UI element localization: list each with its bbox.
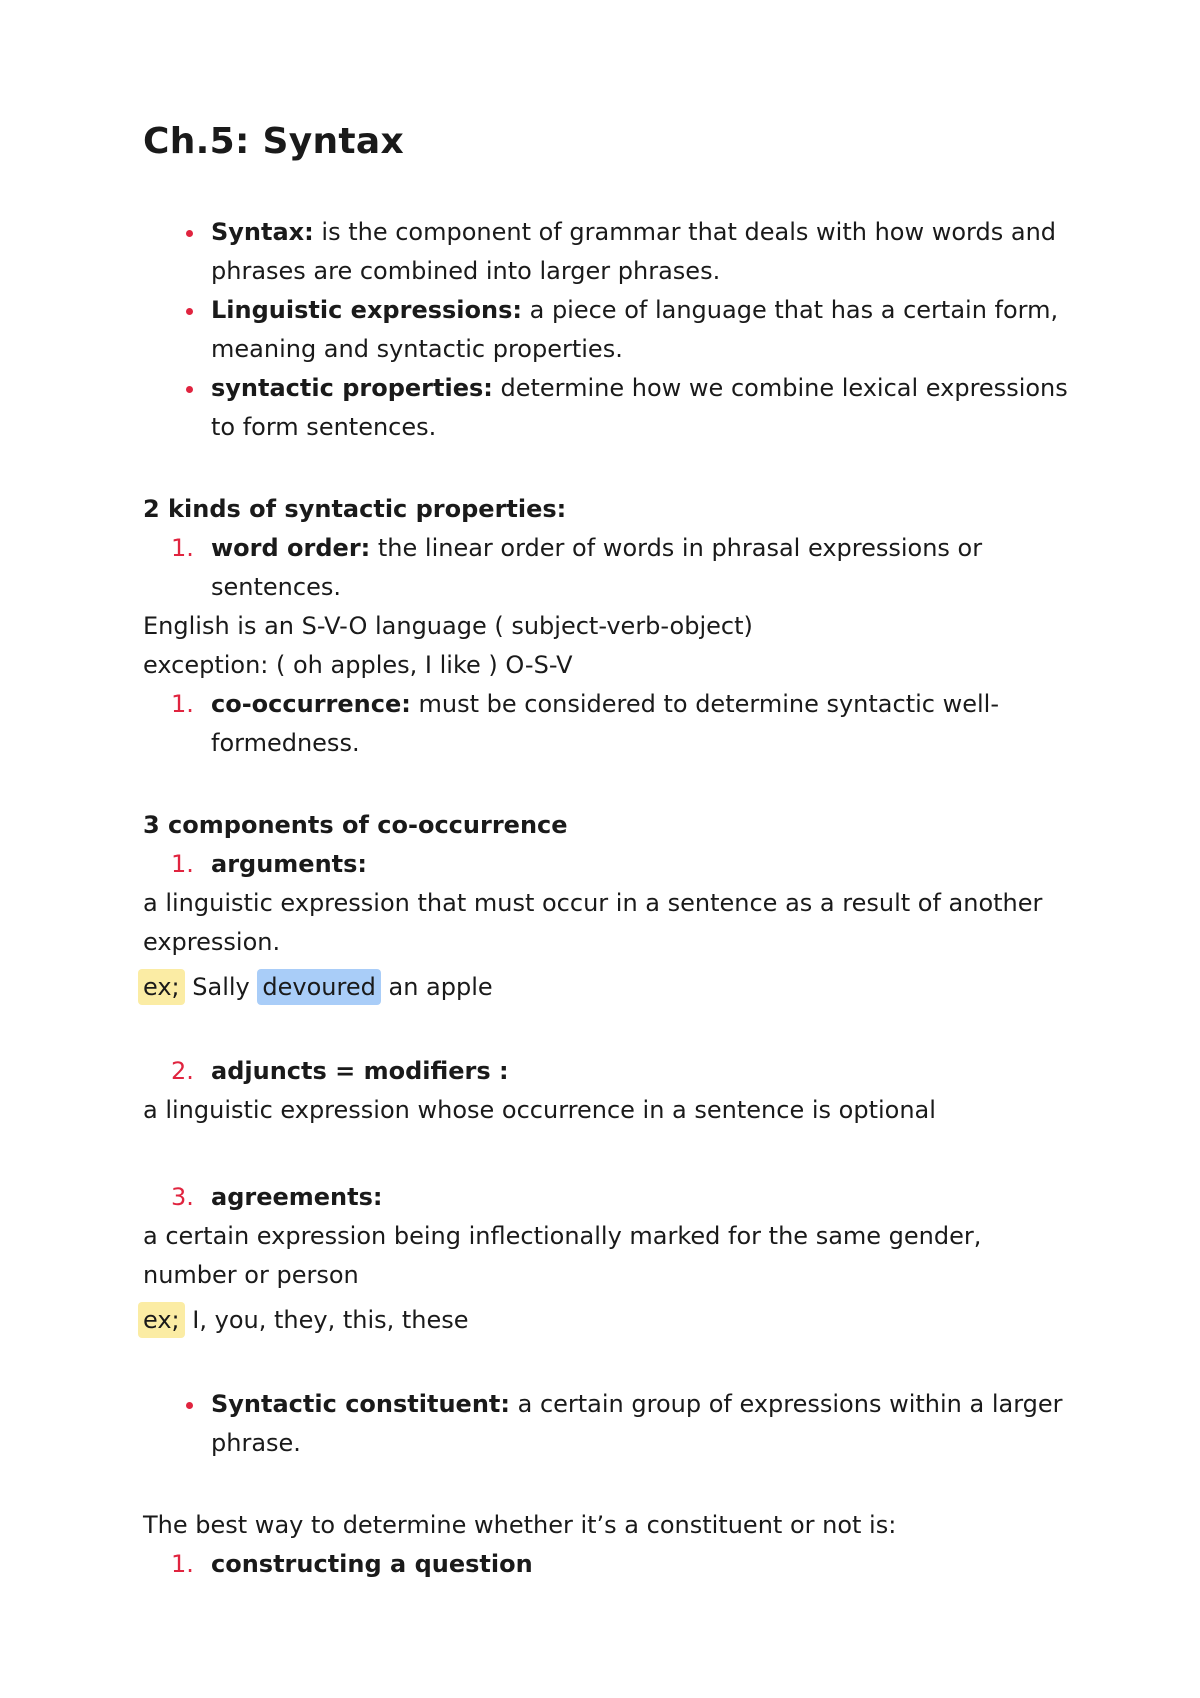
definition-term: Linguistic expressions: bbox=[211, 296, 522, 324]
section-heading-kinds: 2 kinds of syntactic properties: bbox=[143, 495, 567, 523]
example-label: ex; bbox=[138, 969, 185, 1005]
list-item bbox=[171, 1052, 1073, 1091]
best-way-paragraph: The best way to determine whether it’s a constituent or not is: bbox=[143, 1511, 897, 1539]
paragraph-exception: exception: ( oh apples, I like ) O-S-V bbox=[143, 651, 573, 679]
list-number: 1. bbox=[171, 534, 194, 562]
list-item bbox=[171, 685, 1073, 763]
list-item bbox=[211, 213, 1073, 291]
list-number: 1. bbox=[171, 850, 194, 878]
example-text: I, you, they, this, these bbox=[192, 1306, 469, 1334]
item-term: adjuncts = modifiers : bbox=[211, 1057, 509, 1085]
list-item bbox=[171, 845, 1073, 884]
item-term: agreements: bbox=[211, 1183, 383, 1211]
adjuncts-definition: a linguistic expression whose occurrence in a sentence is optional bbox=[143, 1096, 936, 1124]
definition-term: syntactic properties: bbox=[211, 374, 493, 402]
list-number: 2. bbox=[171, 1057, 194, 1085]
definition-text: is the component of grammar that deals with how words and phrases are combined into larger phrases. bbox=[211, 218, 1057, 285]
definition-text: determine how we combine lexical expressions to form sentences. bbox=[211, 374, 1068, 441]
best-way-list bbox=[143, 1545, 1073, 1584]
definition-term: Syntactic constituent: bbox=[211, 1390, 510, 1418]
arguments-example bbox=[143, 965, 1073, 1009]
components-list-agreements bbox=[143, 1178, 1073, 1217]
example-text: an apple bbox=[388, 973, 493, 1001]
list-item bbox=[171, 529, 1073, 607]
list-item bbox=[171, 1545, 1073, 1584]
list-number: 3. bbox=[171, 1183, 194, 1211]
paragraph-svo: English is an S-V-O language ( subject-verb-object) bbox=[143, 612, 753, 640]
list-item bbox=[171, 1178, 1073, 1217]
definitions-list bbox=[143, 213, 1073, 447]
components-list-adjuncts bbox=[143, 1052, 1073, 1091]
list-item bbox=[211, 291, 1073, 369]
components-list-arguments bbox=[143, 845, 1073, 884]
kinds-list-2 bbox=[143, 685, 1073, 763]
item-term: arguments: bbox=[211, 850, 368, 878]
arguments-definition: a linguistic expression that must occur in a sentence as a result of another expression. bbox=[143, 889, 1043, 956]
page-title: Ch.5: Syntax bbox=[143, 121, 405, 162]
item-term: co-occurrence: bbox=[211, 690, 411, 718]
section-heading-components: 3 components of co-occurrence bbox=[143, 811, 568, 839]
definition-text: a certain group of expressions within a larger phrase. bbox=[211, 1390, 1063, 1457]
item-text: must be considered to determine syntactic well-formedness. bbox=[211, 690, 999, 757]
constituent-list bbox=[143, 1385, 1073, 1463]
example-text: Sally bbox=[192, 973, 250, 1001]
definition-text: a piece of language that has a certain form, meaning and syntactic properties. bbox=[211, 296, 1059, 363]
example-label: ex; bbox=[138, 1302, 185, 1338]
item-term: constructing a question bbox=[211, 1550, 533, 1578]
list-item bbox=[211, 369, 1073, 447]
agreements-definition: a certain expression being inflectionally marked for the same gender, number or person bbox=[143, 1222, 982, 1289]
definition-term: Syntax: bbox=[211, 218, 314, 246]
item-term: word order: bbox=[211, 534, 371, 562]
item-text: the linear order of words in phrasal expressions or sentences. bbox=[211, 534, 983, 601]
list-item bbox=[211, 1385, 1073, 1463]
kinds-list-1 bbox=[143, 529, 1073, 607]
document-content bbox=[143, 213, 1073, 1584]
highlighted-verb: devoured bbox=[257, 969, 380, 1005]
list-number: 1. bbox=[171, 690, 194, 718]
agreements-example bbox=[143, 1298, 1073, 1342]
list-number: 1. bbox=[171, 1550, 194, 1578]
